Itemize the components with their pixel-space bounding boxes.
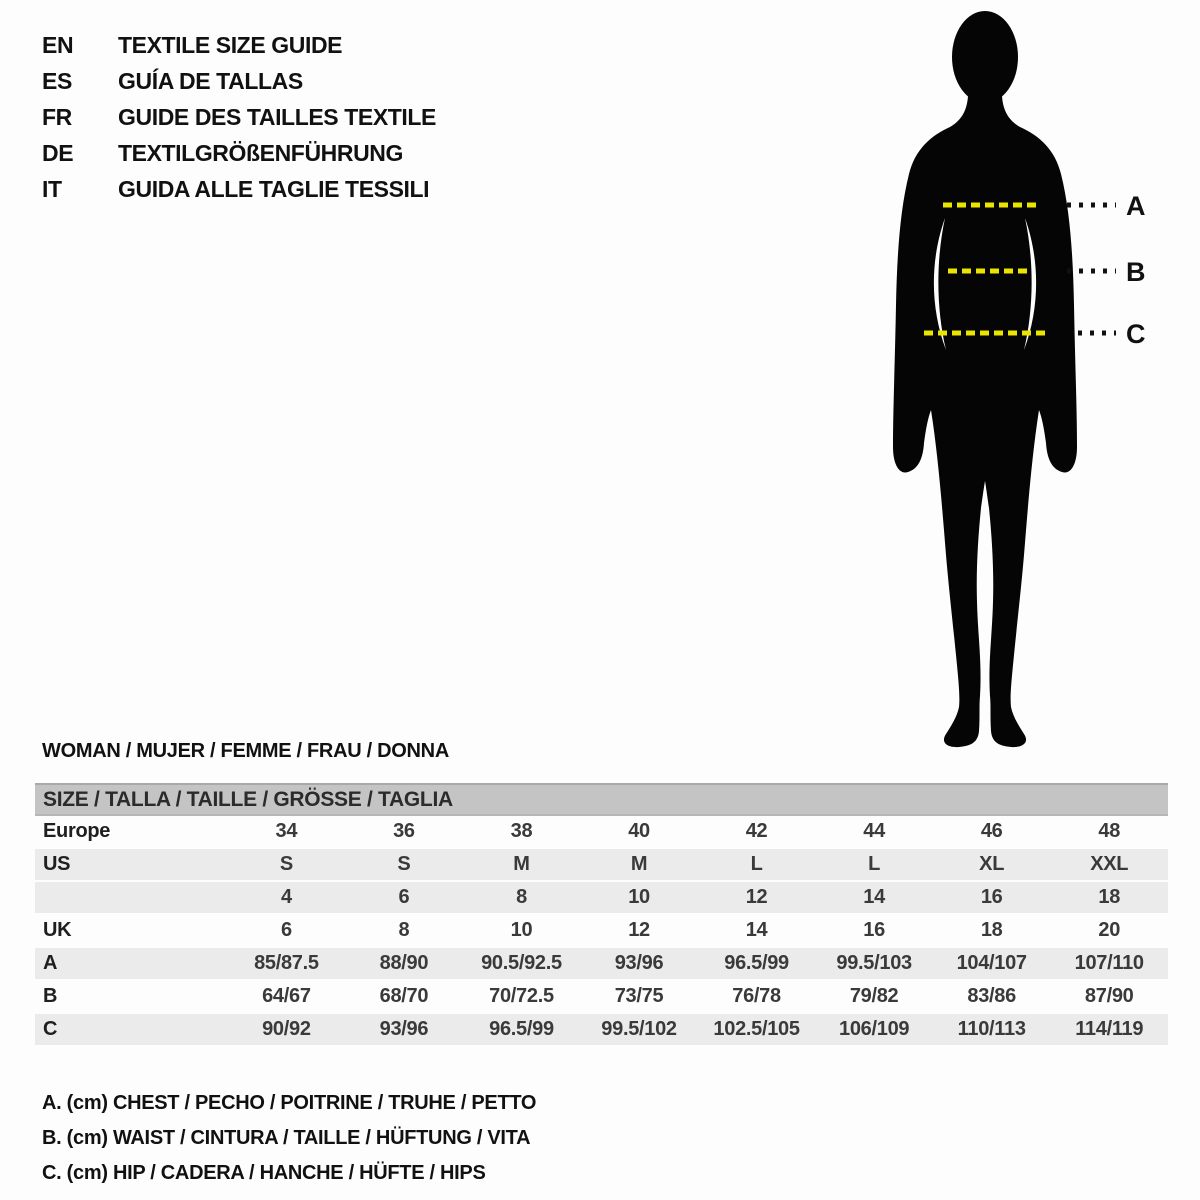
table-row-us-numbers [35,882,1168,915]
size-cell: 104/107 [956,952,1027,974]
size-cell: 20 [1098,919,1121,941]
size-cell: 114/119 [1075,1018,1144,1040]
language-title: GUÍA DE TALLAS [118,67,303,94]
table-row-chest [35,948,1168,981]
legend-waist: B. (cm) WAIST / CINTURA / TAILLE / HÜFTUNG / VITA [42,1127,531,1149]
language-title: GUIDE DES TAILLES TEXTILE [118,103,436,130]
size-cell: 96.5/99 [489,1018,554,1040]
size-cell: 44 [863,820,885,842]
silhouette-body [893,96,1077,747]
size-cell: 8 [398,919,410,941]
size-cell: 16 [980,886,1003,908]
language-row [42,27,436,63]
size-cell: L [868,853,881,875]
size-cell: 10 [628,886,650,908]
size-cell: S [397,853,411,875]
language-row [42,135,436,171]
size-cell: 107/110 [1074,952,1144,974]
size-cell: 38 [510,820,533,842]
table-row-us-letters [35,849,1168,882]
row-label: A [43,952,58,974]
language-row [42,99,436,135]
row-label: C [43,1018,58,1040]
size-cell: 14 [745,919,768,941]
size-cell: 99.5/102 [601,1018,677,1040]
language-title: GUIDA ALLE TAGLIE TESSILI [118,175,430,202]
row-label: Europe [43,820,111,842]
size-cell: 4 [280,886,292,908]
size-cell: 36 [393,820,415,842]
size-cell: 99.5/103 [836,952,912,974]
size-cell: 79/82 [849,985,899,1007]
size-cell: XXL [1090,853,1129,875]
size-cell: 110/113 [957,1018,1026,1040]
size-cell: 102.5/105 [713,1018,800,1040]
size-cell: 18 [980,919,1003,941]
size-cell: 93/96 [379,1018,429,1040]
language-row [42,63,436,99]
chest-marker-label: A [1126,191,1146,221]
size-cell: 40 [628,820,650,842]
size-cell: 83/86 [967,985,1016,1007]
language-list [42,27,436,207]
size-cell: 76/78 [732,985,781,1007]
size-cell: 90/92 [262,1018,311,1040]
size-cell: 93/96 [614,952,664,974]
row-label: UK [43,919,72,941]
waist-marker-label: B [1126,257,1146,287]
table-row-uk [35,915,1168,948]
legend-hip: C. (cm) HIP / CADERA / HANCHE / HÜFTE / HIPS [42,1162,486,1184]
table-header: SIZE / TALLA / TAILLE / GRÖSSE / TAGLIA [35,783,1168,816]
size-cell: 34 [275,820,298,842]
size-table [35,783,1168,1047]
hip-marker-label: C [1126,319,1146,349]
size-cell: 48 [1098,820,1121,842]
size-cell: 6 [398,886,410,908]
language-code: ES [42,67,72,94]
table-row-waist [35,981,1168,1014]
language-code: IT [42,175,62,202]
size-cell: XL [979,853,1005,875]
size-cell: 70/72.5 [489,985,554,1007]
size-cell: 68/70 [379,985,429,1007]
size-cell: 96.5/99 [724,952,789,974]
size-cell: 90.5/92.5 [481,952,562,974]
size-cell: 16 [863,919,885,941]
measurement-legend [42,1086,536,1191]
size-cell: 8 [516,886,527,908]
section-title: WOMAN / MUJER / FEMME / FRAU / DONNA [42,740,449,762]
size-cell: M [630,853,648,875]
size-cell: 73/75 [614,985,664,1007]
measurement-figure [860,0,1200,760]
legend-chest: A. (cm) CHEST / PECHO / POITRINE / TRUHE / PETTO [42,1092,537,1114]
language-code: FR [42,103,72,130]
size-cell: 85/87.5 [254,952,319,974]
size-cell: 14 [863,886,885,908]
language-code: EN [42,31,74,58]
language-title: TEXTILE SIZE GUIDE [118,31,343,58]
size-cell: 12 [628,919,650,941]
size-cell: L [750,853,763,875]
size-cell: 106/109 [839,1018,910,1040]
row-label: US [43,853,71,875]
table-row-hip [35,1014,1168,1047]
size-cell: 46 [980,820,1003,842]
size-cell: 64/67 [262,985,311,1007]
row-label: B [43,985,58,1007]
table-row-europe [35,816,1168,849]
language-title: TEXTILGRÖßENFÜHRUNG [118,139,403,166]
woman-silhouette [860,0,1200,760]
size-cell: 87/90 [1084,985,1134,1007]
size-cell: 18 [1098,886,1121,908]
silhouette-head [952,11,1018,103]
size-cell: 12 [745,886,768,908]
size-cell: 42 [745,820,768,842]
language-row [42,171,436,207]
size-cell: 88/90 [379,952,429,974]
size-cell: 6 [280,919,292,941]
size-cell: M [513,853,530,875]
language-code: DE [42,139,74,166]
size-cell: S [279,853,293,875]
size-cell: 10 [510,919,533,941]
